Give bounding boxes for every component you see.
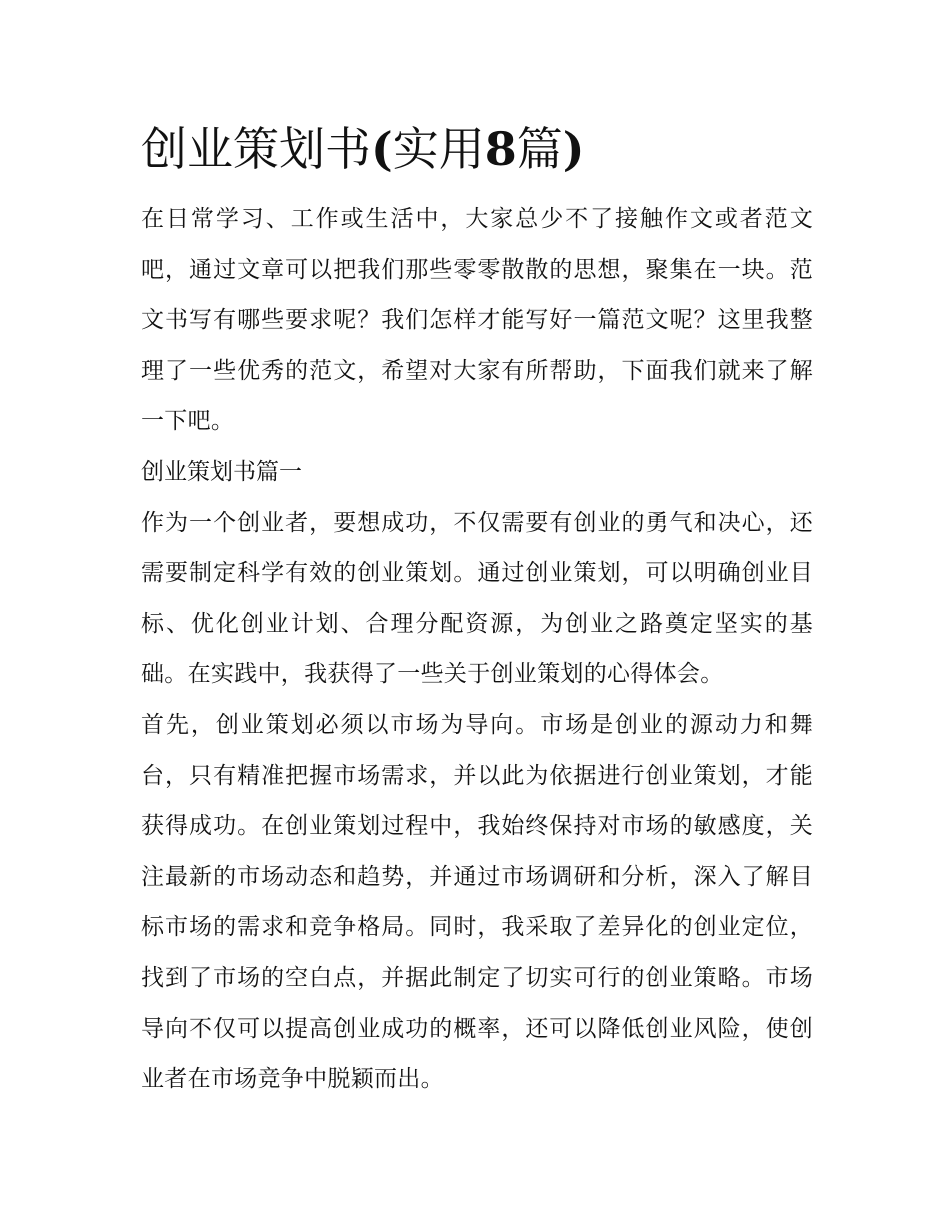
document-title: [141, 118, 813, 180]
section-heading: 创业策划书篇一: [141, 458, 302, 485]
document-page: [141, 118, 813, 1105]
title-text-pian: 篇: [516, 122, 563, 176]
title-text-practical: 实用: [392, 122, 485, 176]
body-paragraph-1: 作为一个创业者，要想成功，不仅需要有创业的勇气和决心，还需要制定科学有效的创业策划。通过创业策划，可以明确创业目标、优化创业计划、合理分配资源，为创业之路奠定坚实的基础。在实践中，我获得了一些关于创业策划的心得体会。: [141, 509, 813, 688]
title-open-paren: (: [371, 122, 393, 176]
title-number: 8: [484, 122, 517, 176]
intro-paragraph: 在日常学习、工作或生活中，大家总少不了接触作文或者范文吧，通过文章可以把我们那些零零散散的思想，聚集在一块。范文书写有哪些要求呢？我们怎样才能写好一篇范文呢？这里我整理了一些优秀的范文，希望对大家有所帮助，下面我们就来了解一下吧。: [141, 206, 813, 435]
body-paragraph-2: 首先，创业策划必须以市场为导向。市场是创业的源动力和舞台，只有精准把握市场需求，并以此为依据进行创业策划，才能获得成功。在创业策划过程中，我始终保持对市场的敏感度，关注最新的市场动态和趋势，并通过市场调研和分析，深入了解目标市场的需求和竞争格局。同时，我采取了差异化的创业定位，找到了市场的空白点，并据此制定了切实可行的创业策略。市场导向不仅可以提高创业成功的概率，还可以降低创业风险，使创业者在市场竞争中脱颖而出。: [141, 711, 813, 1093]
title-close-paren: ): [562, 122, 585, 176]
title-text-main: 创业策划书: [141, 122, 371, 176]
